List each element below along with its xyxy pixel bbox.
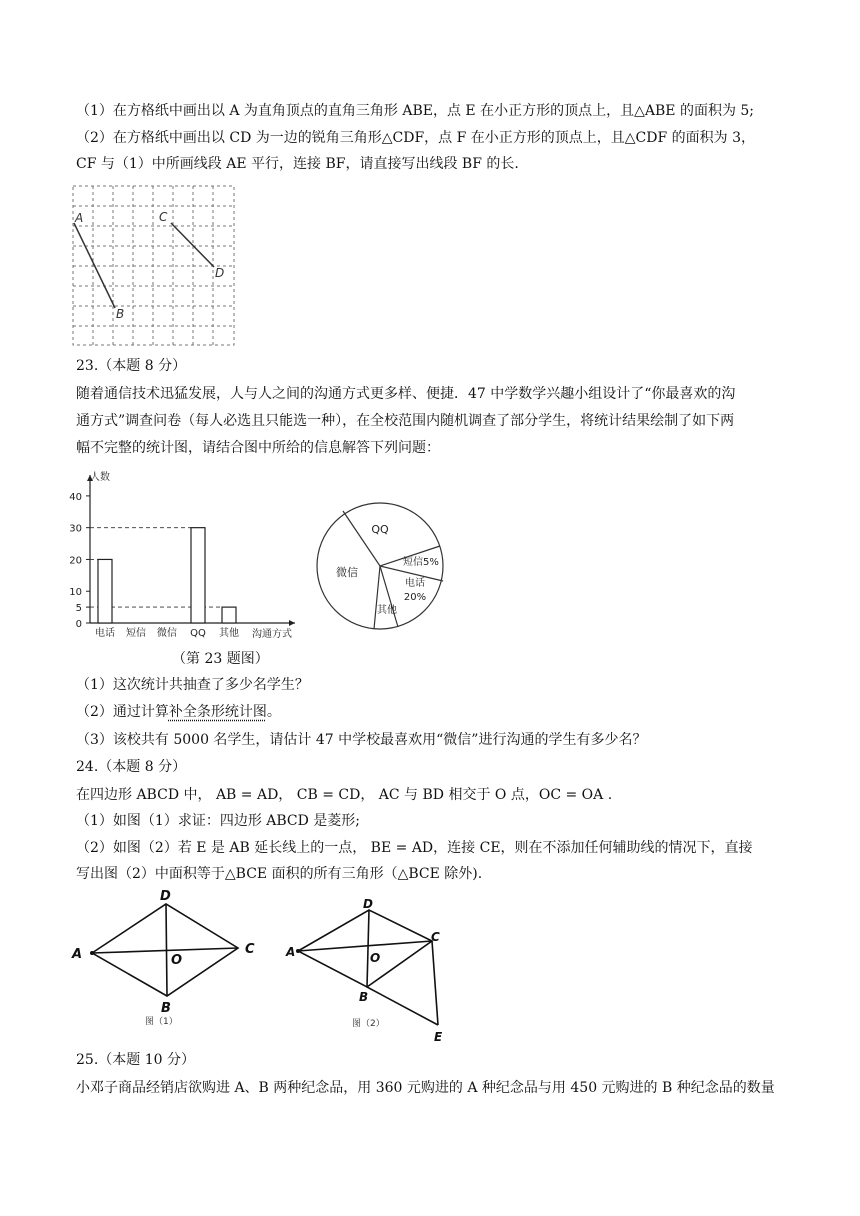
bar-4: [222, 607, 236, 623]
q23-caption: （第 23 题图）: [172, 651, 269, 667]
bar-3: [191, 528, 205, 623]
fig1-point-a: [90, 951, 94, 955]
fig2-rhombus-outline: [298, 910, 432, 987]
fig1-label-a: A: [72, 947, 83, 962]
fig2-point-a: [296, 949, 300, 953]
bar-category-3: QQ: [190, 628, 206, 639]
bar-ytick-label-20: 20: [69, 555, 82, 567]
q24-p1: （1）如图（1）求证：四边形 ABCD 是菱形;: [76, 813, 361, 829]
q23-q1: （1）这次统计共抽查了多少名学生？: [76, 677, 309, 693]
bar-xlabel: 沟通方式: [252, 629, 292, 640]
grid-label-a: A: [75, 211, 84, 225]
q24-p2a: （2）如图（2）若 E 是 AB 延长线上的一点， BE = AD，连接 CE，则在不添加任何辅助线的情况下，直接: [76, 840, 753, 856]
q22-part2b: CF 与（1）中所画线段 AE 平行，连接 BF，请直接写出线段 BF 的长.: [76, 156, 519, 172]
bar-ytick-label-30: 30: [69, 523, 82, 535]
fig1-diagonal-ac: [92, 948, 238, 953]
fig2-label-o: O: [370, 951, 381, 965]
bar-ytick-label-40: 40: [69, 491, 82, 503]
q23-q2-post: 。: [266, 704, 281, 720]
q23-q3: （3）该校共有 5000 名学生，请估计 47 中学校最喜欢用“微信”进行沟通的学生有多少名？: [76, 732, 647, 748]
grid-label-c: C: [159, 210, 168, 224]
q23-p2: 通方式”调查问卷（每人必选且只能选一种），在全校范围内随机调查了部分学生，将统计结果绘制了如下两: [76, 413, 735, 429]
pie-label-other: 其他: [377, 605, 397, 616]
fig1-label-b: B: [161, 1001, 171, 1016]
fig2-label-a: A: [286, 945, 296, 959]
grid-label-b: B: [116, 307, 125, 321]
q22-part2a: （2）在方格纸中画出以 CD 为一边的锐角三角形△CDF，点 F 在小正方形的顶点上，且△CDF 的面积为 3，: [76, 130, 755, 146]
fig2-label-b: B: [359, 990, 369, 1004]
q22-part1: （1）在方格纸中画出以 A 为直角顶点的直角三角形 ABE，点 E 在小正方形的顶点上，且△ABE 的面积为 5;: [76, 103, 755, 119]
bar-ytick-label-5: 5: [75, 603, 82, 615]
q25-header: 25.（本题 10 分）: [76, 1052, 195, 1068]
fig1-label-d: D: [160, 889, 171, 904]
fig2-diagonal-bd: [367, 910, 369, 987]
bar-category-4: 其他: [219, 628, 239, 639]
pie-label-phone-pct: 20%: [403, 592, 427, 603]
q23-header: 23.（本题 8 分）: [76, 358, 187, 374]
figure-2-rhombus: [282, 894, 462, 1049]
grid-lines: [73, 186, 234, 345]
fig2-segment-ce: [432, 941, 438, 1025]
bar-category-0: 电话: [95, 628, 115, 639]
fig2-label-e: E: [434, 1030, 443, 1044]
bar-x-arrow: [289, 620, 295, 626]
bar-chart: [60, 465, 305, 645]
figure-1-rhombus: [66, 886, 266, 1031]
q24-stem: 在四边形 ABCD 中， AB = AD， CB = CD， AC 与 BD 相交于 O 点，OC = OA .: [76, 787, 613, 803]
fig1-diagonal-bd: [166, 904, 167, 996]
pie-label-sms: 短信5%: [403, 557, 439, 568]
fig2-diagonal-ac: [298, 941, 432, 951]
q23-q2-pre: （2）通过计算: [76, 704, 169, 720]
q23-q2-dotted: 补全条形统计图: [168, 704, 267, 720]
bar-ytick-label-10: 10: [69, 587, 82, 599]
pie-label-wechat: 微信: [336, 566, 358, 579]
bar-category-1: 短信: [126, 628, 146, 639]
q23-p3: 幅不完整的统计图，请结合图中所给的信息解答下列问题：: [76, 440, 440, 456]
pie-label-phone-name: 电话: [405, 578, 425, 589]
bar-ylabel: 人数: [90, 472, 110, 483]
bar-ytick-label-0: 0: [75, 619, 82, 630]
pie-chart: [312, 484, 482, 634]
q25-p1: 小邓子商品经销店欲购进 A、B 两种纪念品，用 360 元购进的 A 种纪念品与用 450 元购进的 B 种纪念品的数量: [76, 1080, 775, 1096]
q24-header: 24.（本题 8 分）: [76, 759, 187, 775]
grid-figure: [70, 183, 240, 348]
pie-label-qq: QQ: [371, 523, 389, 536]
bar-category-2: 微信: [157, 628, 177, 639]
fig2-label-c: C: [431, 930, 440, 944]
fig1-label-o: O: [171, 953, 183, 968]
fig1-label-c: C: [245, 942, 255, 957]
bar-0: [98, 559, 112, 623]
fig1-caption: 图（1）: [145, 1017, 178, 1027]
fig2-caption: 图（2）: [352, 1019, 385, 1029]
q24-p2b: 写出图（2）中面积等于△BCE 面积的所有三角形（△BCE 除外).: [76, 866, 483, 882]
fig2-label-d: D: [363, 897, 373, 911]
q23-q2: [76, 702, 281, 722]
q23-p1: 随着通信技术迅猛发展，人与人之间的沟通方式更多样、便捷．47 中学数学兴趣小组设计了“你最喜欢的沟: [76, 386, 736, 402]
grid-label-d: D: [215, 266, 225, 280]
